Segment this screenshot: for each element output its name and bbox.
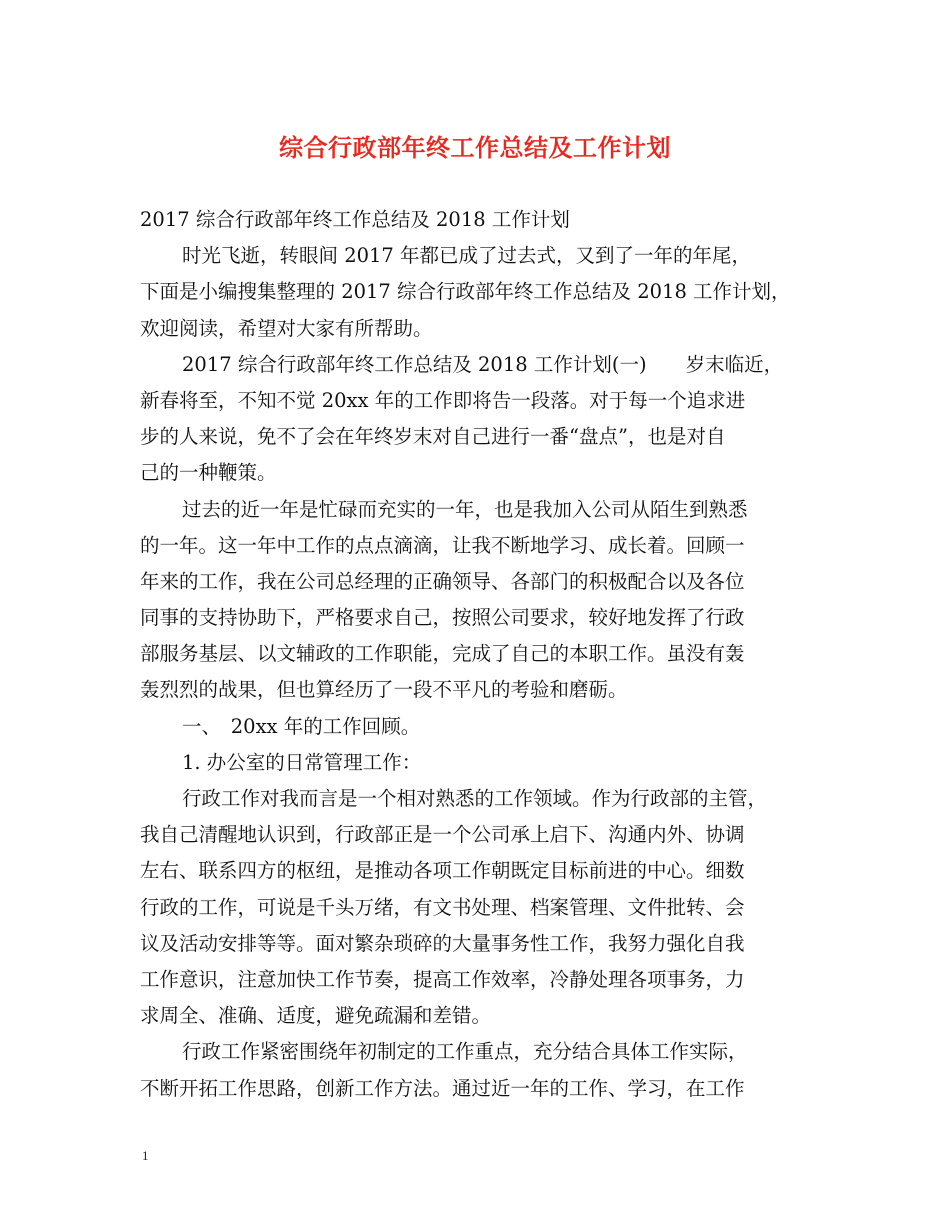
- paragraph-line: 部服务基层、以文辅政的工作职能，完成了自己的本职工作。虽没有轰: [140, 642, 745, 666]
- paragraph-line: 2017 综合行政部年终工作总结及 2018 工作计划(一) 岁末临近，: [182, 352, 784, 376]
- paragraph-line: 过去的近一年是忙碌而充实的一年，也是我加入公司从陌生到熟悉: [182, 497, 748, 521]
- document-body: [140, 202, 815, 1107]
- paragraph-line: 新春将至，不知不觉 20xx 年的工作即将告一段落。对于每一个追求进: [140, 388, 746, 412]
- paragraph-line: 不断开拓工作思路，创新工作方法。通过近一年的工作、学习，在工作: [140, 1076, 745, 1100]
- paragraph-line: 欢迎阅读，希望对大家有所帮助。: [140, 316, 433, 340]
- paragraph-line: 的一年。这一年中工作的点点滴滴，让我不断地学习、成长着。回顾一: [140, 533, 745, 557]
- paragraph-line: 工作意识，注意加快工作节奏，提高工作效率，冷静处理各项事务，力: [140, 967, 745, 991]
- paragraph-line: 行政工作紧密围绕年初制定的工作重点，充分结合具体工作实际，: [182, 1040, 748, 1064]
- page-number: 1: [142, 1148, 149, 1163]
- paragraph-line: 时光飞逝，转眼间 2017 年都已成了过去式，又到了一年的年尾，: [182, 244, 752, 268]
- paragraph-line: 左右、联系四方的枢纽，是推动各项工作朝既定目标前进的中心。细数: [140, 859, 745, 883]
- paragraph-line: 求周全、准确、适度，避免疏漏和差错。: [140, 1004, 492, 1028]
- document-title: 综合行政部年终工作总结及工作计划: [279, 133, 671, 162]
- paragraph-line: 行政工作对我而言是一个相对熟悉的工作领域。作为行政部的主管，: [182, 787, 768, 810]
- paragraph-line: 行政的工作，可说是千头万绪，有文书处理、档案管理、文件批转、会: [140, 895, 745, 919]
- subsection-heading: 1. 办公室的日常管理工作：: [182, 750, 422, 774]
- paragraph-line: 下面是小编搜集整理的 2017 综合行政部年终工作总结及 2018 工作计划，: [140, 280, 791, 304]
- section-heading: 一、 20xx 年的工作回顾。: [182, 714, 421, 738]
- paragraph-line: 步的人来说，免不了会在年终岁末对自己进行一番“盘点”，也是对自: [140, 425, 726, 449]
- paragraph-line: 同事的支持协助下，严格要求自己，按照公司要求，较好地发挥了行政: [140, 606, 745, 630]
- paragraph-line: 年来的工作，我在公司总经理的正确领导、各部门的积极配合以及各位: [140, 569, 745, 593]
- heading-line: 2017 综合行政部年终工作总结及 2018 工作计划: [140, 208, 570, 231]
- paragraph-line: 议及活动安排等等。面对繁杂琐碎的大量事务性工作，我努力强化自我: [140, 931, 745, 955]
- paragraph-line: 轰烈烈的战果，但也算经历了一段不平凡的考验和磨砺。: [140, 678, 628, 702]
- paragraph-line: 己的一种鞭策。: [140, 461, 277, 485]
- paragraph-line: 我自己清醒地认识到，行政部正是一个公司承上启下、沟通内外、协调: [140, 823, 745, 847]
